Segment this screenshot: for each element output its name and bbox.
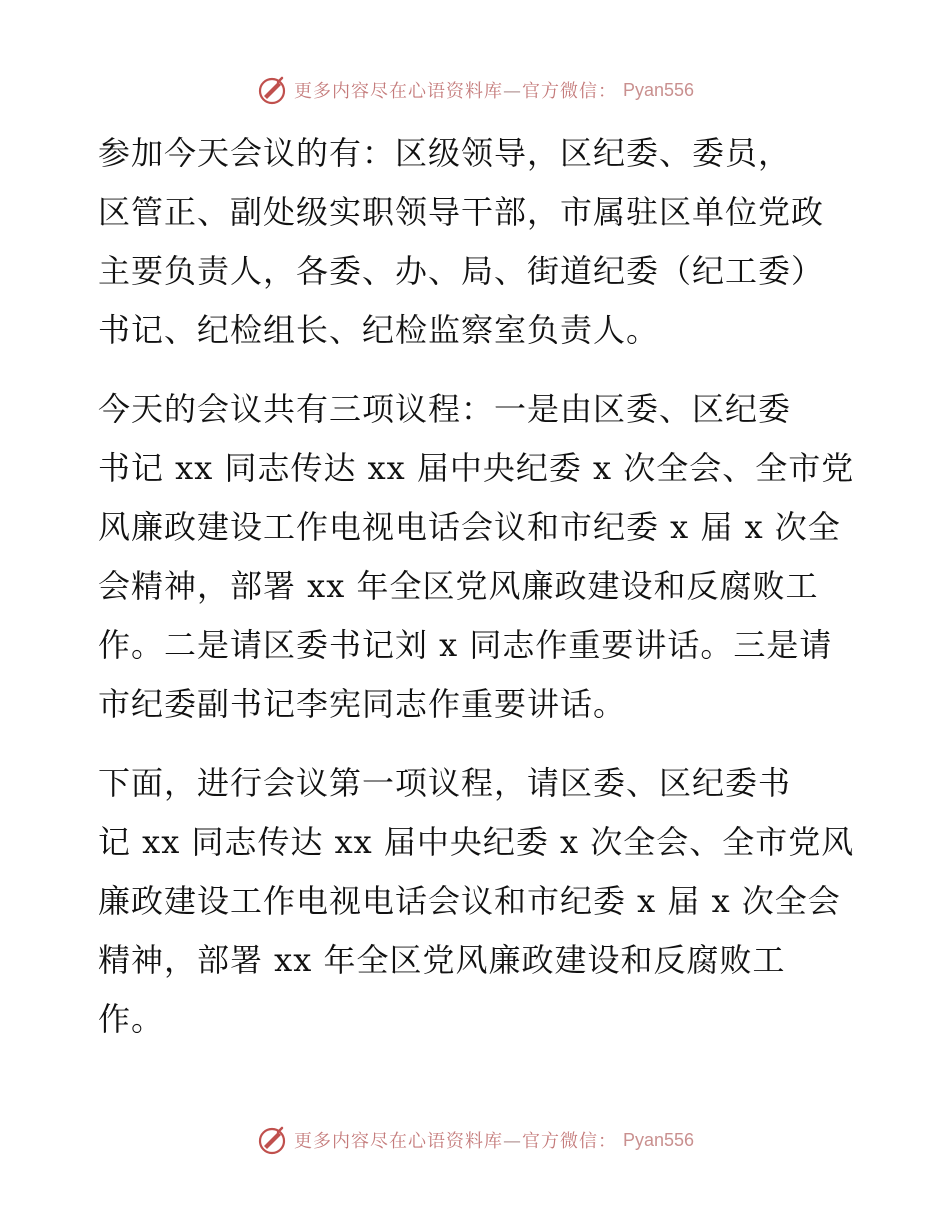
text-line: 区管正、副处级实职领导干部，市属驻区单位党政 [98, 193, 825, 231]
watermark-site: 更多内容尽在心语资料库 [293, 81, 503, 102]
watermark-wechat-id: Pyan556 [622, 1129, 695, 1150]
watermark-text [294, 1127, 617, 1153]
text-line: 书记 xx 同志传达 xx 届中央纪委 x 次全会、全市党 [98, 449, 855, 487]
watermark-wechat-id: Pyan556 [622, 79, 695, 100]
watermark-text [294, 77, 617, 103]
footer-watermark [0, 1122, 950, 1158]
paragraph-agenda [98, 380, 858, 734]
text-line: 今天的会议共有三项议程：一是由区委、区纪委 [98, 390, 792, 428]
text-line: 廉政建设工作电视电话会议和市纪委 x 届 x 次全会 [98, 882, 841, 920]
header-watermark [0, 72, 950, 108]
text-line: 精神，部署 xx 年全区党风廉政建设和反腐败工 [98, 941, 786, 979]
text-line: 书记、纪检组长、纪检监察室负责人。 [98, 311, 660, 349]
paragraph-first-item [98, 754, 858, 1049]
paragraph-attendees [98, 124, 858, 360]
watermark-wechat-label: 官方微信： [521, 1131, 617, 1152]
text-line: 下面，进行会议第一项议程，请区委、区纪委书 [98, 764, 792, 802]
text-line: 记 xx 同志传达 xx 届中央纪委 x 次全会、全市党风 [98, 823, 855, 861]
watermark-dash: — [502, 81, 522, 102]
text-line: 市纪委副书记李宪同志作重要讲话。 [98, 685, 627, 723]
text-line: 主要负责人，各委、办、局、街道纪委（纪工委） [98, 252, 825, 290]
document-body [98, 124, 858, 1069]
pen-logo-icon [256, 1124, 288, 1156]
watermark-wechat-label: 官方微信： [521, 81, 617, 102]
watermark-dash: — [502, 1131, 522, 1152]
text-line: 作。二是请区委书记刘 x 同志作重要讲话。三是请 [98, 626, 833, 664]
pen-logo-icon [256, 74, 288, 106]
text-line: 会精神，部署 xx 年全区党风廉政建设和反腐败工 [98, 567, 819, 605]
text-line: 风廉政建设工作电视电话会议和市纪委 x 届 x 次全 [98, 508, 841, 546]
text-line: 参加今天会议的有：区级领导，区纪委、委员， [98, 134, 792, 172]
watermark-site: 更多内容尽在心语资料库 [293, 1131, 503, 1152]
text-line: 作。 [98, 1000, 165, 1038]
